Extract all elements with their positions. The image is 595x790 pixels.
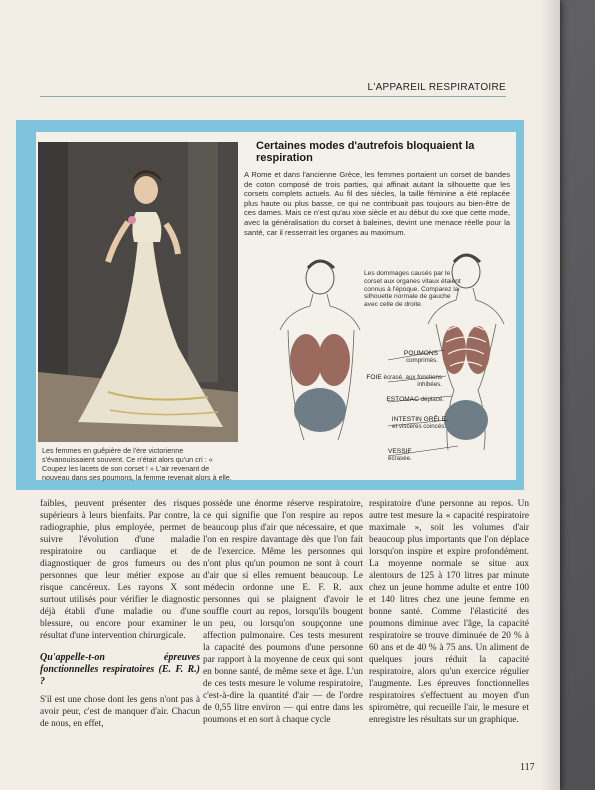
column-3-paragraph: respiratoire d'une personne au repos. Un autre test mesure la « capacité respiratoire maximale », soit les volumes d'air beaucoup plus importants que l'on déplace lorsqu'on inspire et expire profondément. La moyenne normale se situe aux alentours de 125 à 170 litres par minute chez un jeune homme adulte et entre 100 et 140 litres chez une jeune femme en bonne santé. Comme l'élasticité des poumons diminue avec l'âge, la capacité respiratoire se trouve diminuée de 20 % à 60 ans et de 40 % à 75 ans. Un aliment de quelques jours réduit la capacité respiratoire, alors qu'un exercice régulier l'augmente. Les épreuves fonctionnelles respiratoires s'effectuent au moyen d'un spiromètre, qui recueille l'air, le mesure et enregistre les résultats sur un graphique. [369, 499, 529, 725]
label-foie: FOIE écrasé, aux fonctions inhibées. [366, 374, 442, 388]
corset-diagram [268, 250, 518, 480]
column-2 [203, 498, 363, 726]
label-vessie: VESSIE écrasée. [388, 448, 412, 462]
page-number: 117 [520, 762, 535, 773]
page-edge-shadow [540, 0, 560, 790]
column-1-paragraph-2: S'il est une chose dont les gens n'ont pas à avoir peur, c'est de manquer d'air. Chacun de nous, en effet, [40, 695, 200, 729]
column-3 [369, 498, 529, 726]
sidebar-box-inner [36, 132, 516, 480]
label-poumons: POUMONS comprimés. [403, 350, 438, 364]
section-header: L'APPAREIL RESPIRATOIRE [367, 82, 506, 93]
label-intestin: INTESTIN GRÊLE et viscères coincés. [391, 416, 446, 430]
column-1-paragraph-1: faibles, peuvent présenter des risques supérieurs à leurs bienfaits. Par contre, la radiographie, plus employée, permet de suivre l'évolution d'une maladie respiratoire ou cardiaque et de diagnostiquer de gros fumeurs ou des personnes que leur métier expose au risque cancéreux. Les rayons X sont surtout utilisés pour vérifier le diagnostic déjà établi d'une maladie ou d'une blessure, ou encore pour examiner le résultat d'une intervention chirurgicale. [40, 499, 200, 641]
efr-subheading: Qu'appelle-t-on épreuves fonctionnelles respiratoires (E. F. R.) ? [40, 652, 200, 687]
column-2-paragraph: possède une énorme réserve respiratoire, ce qui signifie que l'on respire au repos beaucoup plus d'air que nécessaire, et que l'on en respire davantage dès que l'on fait de l'exercice. Même les personnes qui n'ont plus qu'un poumon ne sont à court d'air que si elles remuent beaucoup. Le médecin ordonne une E. F. R. aux personnes qui se plaignent d'avoir le souffle court au repos, lorsqu'ils bougent un peu, ou lorsqu'on soupçonne une affection pulmonaire. Ces tests mesurent la capacité des poumons d'une personne par rapport à la moyenne de ceux qui sont en bonne santé, de même sexe et âge. L'un de ces tests mesure le volume respiratoire, c'est-à-dire la quantité d'air — de l'ordre de 0,55 litre environ — qui entre dans les poumons et en sort à chaque cycle [203, 499, 363, 725]
photo-caption: Les femmes en guêpière de l'ère victorienne s'évanouissaient souvent. Ce n'était alors qu'un cri : « Coupez les lacets de son corset ! » L'air revenant de nouveau dans ses poumons, la femme revenait alors à elle. [42, 446, 232, 482]
victorian-woman-photo [38, 142, 238, 442]
label-estomac: ESTOMAC déplacé. [386, 396, 444, 403]
diagram-note: Les dommages causés par le corset aux organes vitaux étaient connus à l'époque. Comparez la silhouette normale de gauche avec celle de droite. [364, 270, 461, 309]
header-rule [40, 96, 506, 97]
box-text: A Rome et dans l'ancienne Grèce, les femmes portaient un corset de bandes de coton composé de trois parties, qui affinait autant la silhouette que les corsets complets actuels. Au fil des siècles, la taille féminine a été replacée plus haute ou plus basse, ce qui ne contribuait pas toujours au bien-être de ces dames. Mais ce n'est qu'au xixe siècle et au début du xxe que cette mode, avec la généralisation du corset à baleines, devint une menace réelle pour la santé, car il resserrait les organes au maximum. [244, 170, 510, 237]
box-title: Certaines modes d'autrefois bloquaient la respiration [256, 140, 475, 164]
column-1 [40, 498, 200, 730]
sidebar-box [16, 120, 524, 490]
